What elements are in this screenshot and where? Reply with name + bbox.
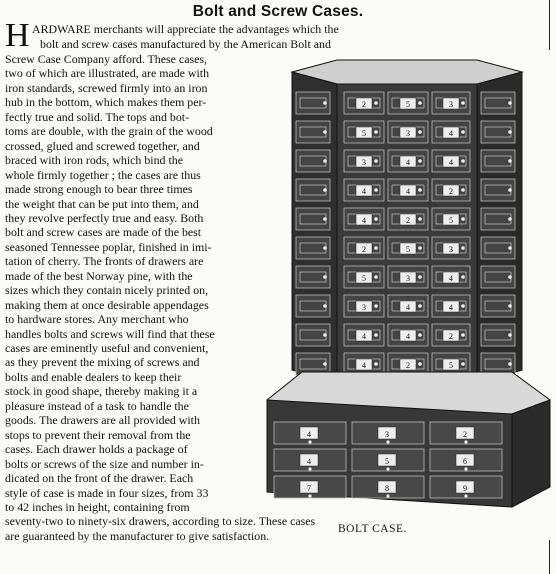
drawer xyxy=(344,237,384,259)
base-drawer xyxy=(352,476,424,498)
drawer-knob xyxy=(323,304,327,308)
drawer xyxy=(388,324,428,346)
drawer-knob xyxy=(418,333,422,337)
drawer-knob xyxy=(464,494,467,497)
drawer-label: 4 xyxy=(406,332,410,341)
text-line: whole firmly together ; the cases are thus xyxy=(5,167,201,182)
right-rule-bottom xyxy=(549,540,550,574)
drawer xyxy=(432,295,470,317)
drawer xyxy=(388,121,428,143)
text-line: braced with iron rods, which bind the xyxy=(5,153,183,168)
drawer-knob xyxy=(374,159,378,163)
drawer-label: 4 xyxy=(362,187,366,196)
drawer xyxy=(481,266,515,288)
drawer-knob xyxy=(508,217,512,221)
drawer-knob xyxy=(374,217,378,221)
drawer xyxy=(296,92,330,114)
drawer-label: 4 xyxy=(406,303,410,312)
drawer xyxy=(344,121,384,143)
drop-cap: H xyxy=(5,17,30,54)
drawer xyxy=(296,121,330,143)
drawer-knob xyxy=(323,159,327,163)
drawer-knob xyxy=(418,159,422,163)
drawer-label: 3 xyxy=(362,303,366,312)
drawer xyxy=(388,150,428,172)
drawer-label: 4 xyxy=(362,361,366,370)
drawer xyxy=(481,121,515,143)
tower-top xyxy=(292,60,522,84)
drawer-label: 4 xyxy=(449,129,453,138)
text-line: seasoned Tennessee poplar, finished in imi- xyxy=(5,239,212,254)
drawer xyxy=(344,150,384,172)
drawer xyxy=(432,237,470,259)
drawer-knob xyxy=(461,188,465,192)
page-title: Bolt and Screw Cases. xyxy=(192,3,364,20)
drawer-knob xyxy=(323,333,327,337)
base-right xyxy=(512,400,550,507)
drawer-knob xyxy=(461,159,465,163)
text-line: making them at once desirable appendages xyxy=(5,297,209,312)
drawer xyxy=(344,266,384,288)
text-line: iron standards, screwed firmly into an iron xyxy=(5,80,208,95)
drawer-label: 4 xyxy=(449,158,453,167)
drawer-label: 5 xyxy=(449,361,453,370)
drawer xyxy=(296,324,330,346)
text-line: hub in the bottom, which makes them per- xyxy=(5,95,207,110)
text-line: bolt and screw cases are made of the best xyxy=(5,225,202,240)
text-line: they revolve perfectly true and easy. Both xyxy=(5,210,204,225)
drawer-knob xyxy=(508,159,512,163)
text-line: crossed, glued and screwed together, and xyxy=(5,138,200,153)
drawer-knob xyxy=(461,362,465,366)
drawer-label: 6 xyxy=(463,457,467,466)
drawer-label: 4 xyxy=(362,216,366,225)
text-line: goods. The drawers are all provided with xyxy=(5,413,200,428)
base-drawers xyxy=(274,422,502,498)
drawer-knob xyxy=(418,246,422,250)
drawer-label: 2 xyxy=(406,361,410,370)
drawer-label: 2 xyxy=(362,100,366,109)
text-line: two of which are illustrated, are made with xyxy=(5,66,210,81)
drawer-knob xyxy=(323,217,327,221)
drawer-knob xyxy=(308,494,311,497)
drawer-knob xyxy=(323,246,327,250)
drawer-label: 4 xyxy=(449,303,453,312)
base-drawer xyxy=(430,422,502,444)
base-drawer xyxy=(274,449,346,471)
drawer xyxy=(432,179,470,201)
text-line: cases. Each drawer holds a package of xyxy=(5,442,188,457)
drawer xyxy=(296,208,330,230)
text-line: are guaranteed by the manufacturer to give satisfaction. xyxy=(5,528,270,543)
text-line: tation of cherry. The fronts of drawers are xyxy=(5,254,204,269)
drawer-knob xyxy=(374,362,378,366)
text-line: dicated on the front of the drawer. Each xyxy=(5,471,194,486)
drawer xyxy=(432,150,470,172)
drawer xyxy=(481,179,515,201)
drawer-label: 4 xyxy=(307,457,311,466)
text-line: stock in good shape, thereby making it a xyxy=(5,384,198,399)
drawer-knob xyxy=(374,275,378,279)
text-line: pleasure instead of a task to handle the xyxy=(5,398,189,413)
drawer-label: 5 xyxy=(449,216,453,225)
drawer xyxy=(388,237,428,259)
drawer-label: 3 xyxy=(449,245,453,254)
drawer-knob xyxy=(323,275,327,279)
drawer xyxy=(481,324,515,346)
text-line: made strong enough to bear three times xyxy=(5,182,193,197)
drawer-knob xyxy=(308,440,311,443)
drawer-knob xyxy=(418,217,422,221)
text-line: bolt and screw cases manufactured by the American Bolt and xyxy=(40,37,331,51)
text-line: ARDWARE merchants will appreciate the advantages which the xyxy=(32,22,339,36)
drawer-knob xyxy=(308,467,311,470)
drawer xyxy=(296,150,330,172)
text-line: seventy-two to ninety-six drawers, according to size. These cases xyxy=(5,514,316,529)
drawer-knob xyxy=(323,101,327,105)
drawer-knob xyxy=(418,188,422,192)
drawer-knob xyxy=(418,101,422,105)
drawer xyxy=(388,92,428,114)
drawer-label: 3 xyxy=(385,430,389,439)
drawer-knob xyxy=(374,246,378,250)
drawer-label: 5 xyxy=(406,245,410,254)
drawer xyxy=(432,208,470,230)
text-line: handles bolts and screws will find that these xyxy=(5,326,215,341)
text-line: bolts or screws of the size and number in- xyxy=(5,456,204,471)
drawer-knob xyxy=(461,101,465,105)
text-line: the weight that can be put into them, and xyxy=(5,196,199,211)
drawer-knob xyxy=(508,333,512,337)
drawer-knob xyxy=(508,304,512,308)
drawer-knob xyxy=(418,130,422,134)
drawer-knob xyxy=(461,217,465,221)
bolt-case-illustration xyxy=(262,52,552,522)
drawer xyxy=(388,208,428,230)
drawer-knob xyxy=(508,101,512,105)
base-drawer xyxy=(352,422,424,444)
drawer-knob xyxy=(323,130,327,134)
text-line: made of the best Norway pine, with the xyxy=(5,268,193,283)
drawer-label: 9 xyxy=(463,484,467,493)
drawer-knob xyxy=(461,304,465,308)
drawer-label: 3 xyxy=(406,274,410,283)
drawer xyxy=(432,121,470,143)
drawer xyxy=(296,179,330,201)
base-drawer xyxy=(274,476,346,498)
drawer-label: 7 xyxy=(307,484,311,493)
drawer-label: 4 xyxy=(406,158,410,167)
drawer-knob xyxy=(461,333,465,337)
drawer xyxy=(344,208,384,230)
text-line: Screw Case Company afford. These cases, xyxy=(5,52,207,66)
drawer-knob xyxy=(323,362,327,366)
drawer xyxy=(344,92,384,114)
drawer xyxy=(344,179,384,201)
text-line: bolts and enable dealers to keep their xyxy=(5,369,182,384)
drawer-knob xyxy=(464,467,467,470)
drawer-knob xyxy=(508,130,512,134)
drawer-knob xyxy=(374,304,378,308)
drawer-knob xyxy=(374,101,378,105)
drawer-label: 3 xyxy=(449,100,453,109)
drawer-knob xyxy=(386,494,389,497)
drawer xyxy=(432,324,470,346)
drawer-label: 2 xyxy=(406,216,410,225)
drawer xyxy=(481,92,515,114)
drawer-knob xyxy=(374,333,378,337)
drawer-label: 4 xyxy=(307,430,311,439)
text-line: sizes which they contain nicely printed on, xyxy=(5,283,209,298)
drawer-knob xyxy=(461,246,465,250)
drawer-knob xyxy=(461,275,465,279)
drawer-knob xyxy=(418,362,422,366)
drawer xyxy=(296,266,330,288)
drawer-label: 4 xyxy=(362,332,366,341)
drawer-knob xyxy=(418,275,422,279)
drawer-knob xyxy=(508,246,512,250)
drawer-label: 3 xyxy=(362,158,366,167)
drawer xyxy=(296,237,330,259)
drawer-knob xyxy=(386,467,389,470)
drawer-knob xyxy=(374,130,378,134)
text-line: cases are eminently useful and convenient, xyxy=(5,341,209,355)
base-drawer xyxy=(430,449,502,471)
right-rule-top xyxy=(549,0,550,50)
drawer-label: 5 xyxy=(362,274,366,283)
base-drawer xyxy=(274,422,346,444)
drawer xyxy=(388,266,428,288)
drawer-label: 8 xyxy=(385,484,389,493)
drawer-label: 2 xyxy=(463,430,467,439)
drawer xyxy=(481,150,515,172)
drawer xyxy=(481,237,515,259)
drawer xyxy=(296,295,330,317)
drawer-knob xyxy=(461,130,465,134)
drawer-label: 5 xyxy=(385,457,389,466)
base-drawer xyxy=(430,476,502,498)
drawer-label: 3 xyxy=(406,129,410,138)
drawer xyxy=(432,266,470,288)
drawer xyxy=(481,208,515,230)
drawer xyxy=(432,92,470,114)
text-line: toms are double, with the grain of the wood xyxy=(5,124,213,139)
drawer-knob xyxy=(323,188,327,192)
drawer-label: 2 xyxy=(362,245,366,254)
drawer xyxy=(388,295,428,317)
text-line: stops to prevent their removal from the xyxy=(5,427,191,442)
drawer-knob xyxy=(374,188,378,192)
caption: BOLT CASE. xyxy=(338,523,407,535)
text-line: style of case is made in four sizes, from 33 xyxy=(5,485,209,500)
drawer-label: 4 xyxy=(406,187,410,196)
drawer-knob xyxy=(508,362,512,366)
drawer-label: 2 xyxy=(449,332,453,341)
drawer-label: 4 xyxy=(449,274,453,283)
drawer-knob xyxy=(464,440,467,443)
drawer-knob xyxy=(508,275,512,279)
drawer-label: 2 xyxy=(449,187,453,196)
drawer-knob xyxy=(508,188,512,192)
drawer-label: 5 xyxy=(362,129,366,138)
drawer-label: 5 xyxy=(406,100,410,109)
drawer xyxy=(388,179,428,201)
drawer xyxy=(344,324,384,346)
text-line: to hardware stores. Any merchant who xyxy=(5,312,189,327)
text-line: fectly true and solid. The tops and bot- xyxy=(5,109,190,124)
drawer xyxy=(481,295,515,317)
text-line: to 42 inches in height, containing from xyxy=(5,499,190,514)
drawer-knob xyxy=(386,440,389,443)
text-line: as they prevent the mixing of screws and xyxy=(5,355,200,370)
drawer-knob xyxy=(418,304,422,308)
drawer xyxy=(344,295,384,317)
base-drawer xyxy=(352,449,424,471)
